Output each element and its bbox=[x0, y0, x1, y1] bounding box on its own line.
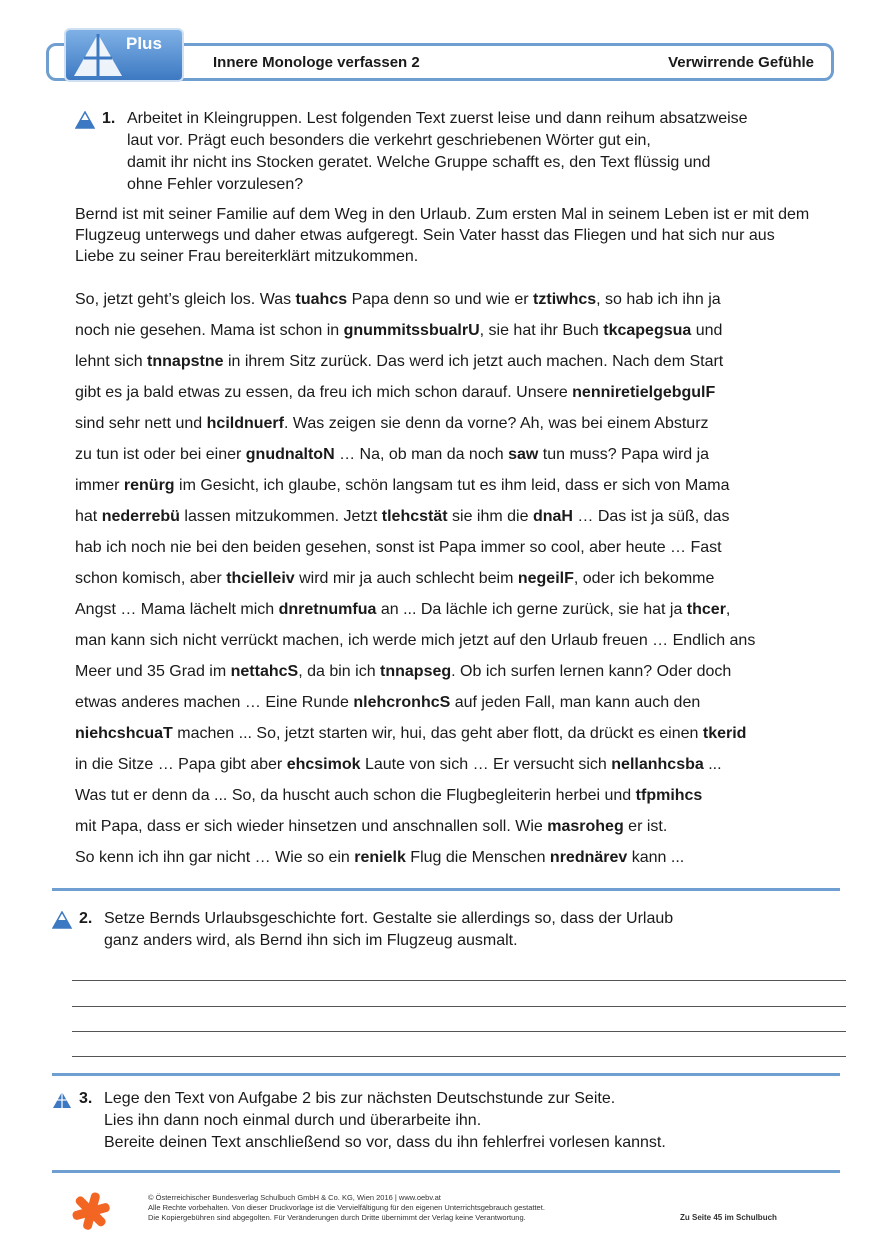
story-line bbox=[75, 811, 855, 842]
reversed-word: tkerid bbox=[702, 725, 747, 742]
task-instruction: Setze Bernds Urlaubsgeschichte fort. Gestalte sie allerdings so, dass der Urlaub ganz anders wird, als Bernd ihn sich im Flugzeug ausmalt. bbox=[104, 910, 674, 949]
story-fragment: … Das ist ja süß, das bbox=[572, 508, 730, 525]
task-number: 2. bbox=[79, 910, 93, 927]
story-fragment: ... bbox=[703, 756, 722, 773]
story-fragment: sind sehr nett und bbox=[75, 415, 207, 432]
story-line bbox=[75, 408, 855, 439]
story-line bbox=[75, 780, 855, 811]
story-fragment: Papa denn so und wie er bbox=[347, 291, 534, 308]
story-fragment: . Ob ich surfen lernen kann? Oder doch bbox=[451, 663, 732, 680]
triangle-logo-icon bbox=[72, 32, 124, 78]
story-fragment: auf jeden Fall, man kann auch den bbox=[450, 694, 701, 711]
reversed-word: niehcshcuaT bbox=[75, 725, 173, 742]
reversed-word: tnnapstne bbox=[147, 353, 224, 370]
story-line bbox=[75, 718, 855, 749]
story-fragment: in ihrem Sitz zurück. Das werd ich jetzt auch machen. Nach dem Start bbox=[223, 353, 724, 370]
rights-line: Alle Rechte vorbehalten. Von dieser Druckvorlage ist die Vervielfältigung für den eigenen Unterrichtsgebrauch gestattet. bbox=[148, 1203, 545, 1212]
story-fragment: … Na, ob man da noch bbox=[334, 446, 509, 463]
copyright-line: © Österreichischer Bundesverlag Schulbuch GmbH & Co. KG, Wien 2016 | www.oebv.at bbox=[148, 1193, 441, 1202]
story-line bbox=[75, 470, 855, 501]
story-fragment: . Was zeigen sie denn da vorne? Ah, was bei einem Absturz bbox=[283, 415, 709, 432]
story-line bbox=[75, 532, 855, 563]
story-text bbox=[75, 284, 855, 873]
reversed-word: tfpmihcs bbox=[635, 787, 703, 804]
story-fragment: man kann sich nicht verrückt machen, ich werde mich jetzt auf den Urlaub freuen … Endlich ans bbox=[75, 632, 756, 649]
reversed-word: dnaH bbox=[532, 508, 573, 525]
story-fragment: , so hab ich ihn ja bbox=[596, 291, 721, 308]
story-line bbox=[75, 625, 855, 656]
reversed-word: hcildnuerf bbox=[206, 415, 284, 432]
story-fragment: gibt es ja bald etwas zu essen, da freu ich mich schon darauf. Unsere bbox=[75, 384, 573, 401]
story-fragment: sie ihm die bbox=[447, 508, 533, 525]
reversed-word: saw bbox=[508, 446, 539, 463]
story-fragment: im Gesicht, ich glaube, schön langsam tut es ihm leid, dass er sich von Mama bbox=[174, 477, 730, 494]
triangle-level-2-icon bbox=[75, 111, 95, 129]
story-line bbox=[75, 594, 855, 625]
task-number: 3. bbox=[79, 1090, 93, 1107]
section-divider bbox=[52, 1170, 840, 1173]
story-fragment: Was tut er denn da ... So, da huscht auch schon die Flugbegleiterin herbei und bbox=[75, 787, 636, 804]
story-fragment: Laute von sich … Er versucht sich bbox=[360, 756, 612, 773]
worksheet-title: Innere Monologe verfassen 2 bbox=[213, 54, 420, 71]
story-intro: Bernd ist mit seiner Familie auf dem Weg in den Urlaub. Zum ersten Mal in seinem Leben ist er mit dem Flugzeug unterwegs und daher etwas aufgeregt. Sein Vater hasst das Fliegen und hat sich nur aus Liebe zu seiner Frau bereiterklärt mitzukommen. bbox=[75, 206, 810, 265]
story-fragment: , sie hat ihr Buch bbox=[479, 322, 604, 339]
story-line bbox=[75, 284, 855, 315]
story-line bbox=[75, 563, 855, 594]
story-fragment: und bbox=[691, 322, 723, 339]
logo-label: Plus bbox=[126, 34, 162, 53]
publisher-star-icon bbox=[70, 1190, 112, 1232]
reversed-word: tnnapseg bbox=[380, 663, 452, 680]
story-fragment: zu tun ist oder bei einer bbox=[75, 446, 246, 463]
story-fragment: kann ... bbox=[627, 849, 685, 866]
story-fragment: wird mir ja auch schlecht beim bbox=[294, 570, 518, 587]
task-instruction: Arbeitet in Kleingruppen. Lest folgenden Text zuerst leise und dann reihum absatzweise laut vor. Prägt euch besonders die verkehrt geschriebenen Wörter gut ein, damit ihr nicht ins Stocken geratet. Welche Gruppe schafft es, den Text flüssig und ohne Fehler vorzulesen? bbox=[127, 110, 748, 193]
story-fragment: tun muss? Papa wird ja bbox=[538, 446, 710, 463]
reversed-word: negeilF bbox=[517, 570, 574, 587]
reversed-word: thcer bbox=[686, 601, 726, 618]
section-divider bbox=[52, 1073, 840, 1076]
story-line bbox=[75, 687, 855, 718]
story-fragment: , oder ich bekomme bbox=[573, 570, 715, 587]
triangle-level-3-icon bbox=[52, 1091, 72, 1109]
story-line bbox=[75, 656, 855, 687]
reversed-word: dnretnumfua bbox=[278, 601, 377, 618]
reversed-word: tkcapegsua bbox=[603, 322, 692, 339]
story-fragment: mit Papa, dass er sich wieder hinsetzen und anschnallen soll. Wie bbox=[75, 818, 548, 835]
story-fragment: Flug die Menschen bbox=[405, 849, 550, 866]
copyright-footer bbox=[148, 1193, 545, 1223]
reversed-word: nellanhcsba bbox=[611, 756, 704, 773]
reversed-word: ehcsimok bbox=[286, 756, 361, 773]
story-line bbox=[75, 749, 855, 780]
story-fragment: , da bin ich bbox=[298, 663, 381, 680]
story-fragment: , bbox=[725, 601, 731, 618]
writing-line[interactable] bbox=[72, 1006, 846, 1007]
story-fragment: So, jetzt geht’s gleich los. Was bbox=[75, 291, 296, 308]
story-fragment: Angst … Mama lächelt mich bbox=[75, 601, 279, 618]
story-fragment: immer bbox=[75, 477, 124, 494]
reversed-word: thcielleiv bbox=[226, 570, 295, 587]
story-line bbox=[75, 346, 855, 377]
task-instruction: Lege den Text von Aufgabe 2 bis zur nächsten Deutschstunde zur Seite. Lies ihn dann noch einmal durch und überarbeite ihn. Bereite deinen Text anschließend so vor, dass du ihn fehlerfrei vorlesen kannst. bbox=[104, 1090, 666, 1151]
story-fragment: hab ich noch nie bei den beiden gesehen, sonst ist Papa immer so cool, aber heute … Fast bbox=[75, 539, 722, 556]
story-fragment: noch nie gesehen. Mama ist schon in bbox=[75, 322, 344, 339]
reversed-word: nlehcronhcS bbox=[353, 694, 451, 711]
reversed-word: tlehcstät bbox=[381, 508, 448, 525]
story-line bbox=[75, 501, 855, 532]
story-fragment: lassen mitzukommen. Jetzt bbox=[179, 508, 382, 525]
reversed-word: nenniretielgebgulF bbox=[572, 384, 716, 401]
story-fragment: er ist. bbox=[623, 818, 668, 835]
reversed-word: renürg bbox=[123, 477, 175, 494]
story-fragment: an ... Da lächle ich gerne zurück, sie hat ja bbox=[376, 601, 687, 618]
story-line bbox=[75, 439, 855, 470]
story-line bbox=[75, 377, 855, 408]
reversed-word: gnummitssbualrU bbox=[343, 322, 480, 339]
writing-line[interactable] bbox=[72, 1031, 846, 1032]
reversed-word: nederrebü bbox=[101, 508, 180, 525]
story-fragment: lehnt sich bbox=[75, 353, 148, 370]
story-line bbox=[75, 842, 855, 873]
reversed-word: nettahcS bbox=[230, 663, 299, 680]
reversed-word: masroheg bbox=[547, 818, 624, 835]
writing-line[interactable] bbox=[72, 1056, 846, 1057]
textbook-reference: Zu Seite 45 im Schulbuch bbox=[680, 1213, 777, 1222]
story-line bbox=[75, 315, 855, 346]
story-fragment: schon komisch, aber bbox=[75, 570, 227, 587]
story-fragment: So kenn ich ihn gar nicht … Wie so ein bbox=[75, 849, 355, 866]
story-fragment: hat bbox=[75, 508, 102, 525]
story-fragment: machen ... So, jetzt starten wir, hui, das geht aber flott, da drückt es einen bbox=[172, 725, 703, 742]
story-fragment: etwas anderes machen … Eine Runde bbox=[75, 694, 354, 711]
writing-line[interactable] bbox=[72, 980, 846, 981]
triangle-level-2-icon bbox=[52, 911, 72, 929]
reversed-word: renielk bbox=[354, 849, 406, 866]
reversed-word: nrednärev bbox=[549, 849, 628, 866]
liability-line: Die Kopiergebühren sind abgegolten. Für Veränderungen durch Dritte übernimmt der Verlag keine Verantwortung. bbox=[148, 1213, 526, 1222]
reversed-word: tuahcs bbox=[295, 291, 348, 308]
plus-logo bbox=[64, 28, 184, 82]
story-fragment: in die Sitze … Papa gibt aber bbox=[75, 756, 287, 773]
worksheet-topic: Verwirrende Gefühle bbox=[668, 54, 814, 71]
reversed-word: tztiwhcs bbox=[533, 291, 597, 308]
section-divider bbox=[52, 888, 840, 891]
story-fragment: Meer und 35 Grad im bbox=[75, 663, 231, 680]
reversed-word: gnudnaltoN bbox=[245, 446, 335, 463]
task-number: 1. bbox=[102, 110, 116, 127]
